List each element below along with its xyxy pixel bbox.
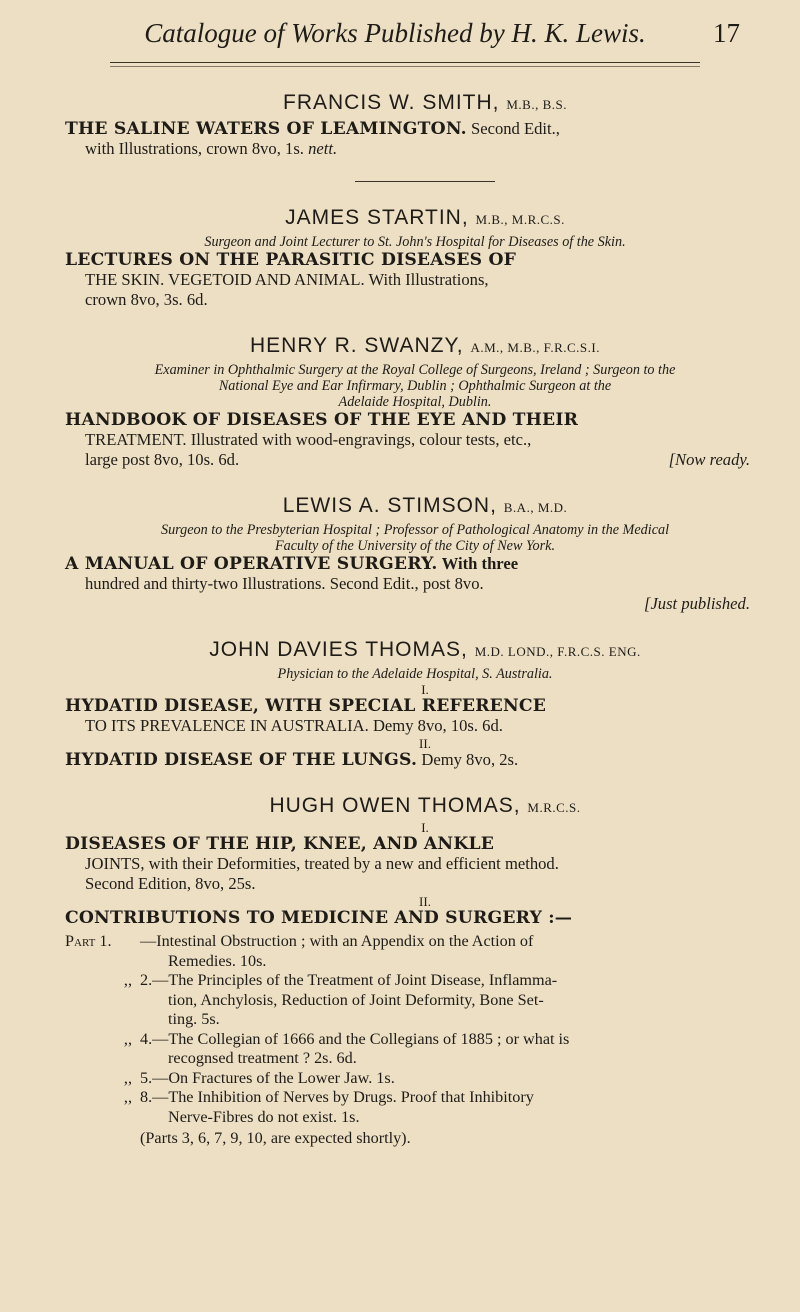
running-head [110,0,740,62]
parts-list [65,932,760,1127]
work-title: A MANUAL OF OPERATIVE SURGERY. [65,554,438,574]
author-affiliation: Faculty of the University of the City of New York. [274,538,556,554]
author-affiliation: Adelaide Hospital, Dublin. [338,394,492,410]
entry-henry-swanzy [65,334,750,470]
list-item: ,, 4.—The Collegian of 1666 and the Collegians of 1885 ; or what is recognsed treatment ? 2s. 6d. [65,1030,760,1069]
work-title: HYDATID DISEASE OF THE LUNGS. [65,750,418,770]
part-label: Part 1. [65,932,112,950]
header-rule [110,62,700,63]
list-item: Part 1. —Intestinal Obstruction ; with an Appendix on the Action of Remedies. 10s. [65,932,534,970]
list-item: ,, 5.—On Fractures of the Lower Jaw. 1s. [65,1069,760,1089]
work-numeral: I. [421,682,429,697]
author-heading: HENRY R. SWANZY, A.M., M.B., F.R.C.S.I. [250,334,600,357]
work-listing: DISEASES OF THE HIP, KNEE, AND ANKLE JOINTS, with their Deformities, treated by a new and efficient method. Second Edition, 8vo, 25s. [65,834,559,893]
author-affiliation: Surgeon to the Presbyterian Hospital ; Professor of Pathological Anatomy in the Medical [160,522,670,538]
part-label: ,, [123,1029,132,1048]
author-heading: JOHN DAVIES THOMAS, M.D. LOND., F.R.C.S. ENG. [209,638,641,661]
part-label: ,, [123,1068,132,1087]
separator-rule [355,181,495,182]
part-label: ,, [123,1088,132,1106]
author-heading: JAMES STARTIN, M.B., M.R.C.S. [285,206,565,229]
work-title: HYDATID DISEASE, WITH SPECIAL REFERENCE [65,696,547,716]
status-note: [Just published. [643,594,750,613]
entry-francis-smith [65,91,740,159]
work-numeral: I. [421,820,429,835]
work-title: CONTRIBUTIONS TO MEDICINE AND SURGERY :— [65,908,573,928]
work-listing: LECTURES ON THE PARASITIC DISEASES OF THE SKIN. VEGETOID AND ANIMAL. With Illustrations, crown 8vo, 3s. 6d. [65,250,517,309]
author-heading: HUGH OWEN THOMAS, M.R.C.S. [269,794,581,817]
work-listing: HYDATID DISEASE OF THE LUNGS. Demy 8vo, 2s. [65,750,519,770]
work-title: DISEASES OF THE HIP, KNEE, AND ANKLE [65,834,495,854]
work-listing: HYDATID DISEASE, WITH SPECIAL REFERENCE TO ITS PREVALENCE IN AUSTRALIA. Demy 8vo, 10s. 6d. [65,696,547,735]
header-rule-thin [110,66,700,67]
list-item: ,, 8.—The Inhibition of Nerves by Drugs. Proof that Inhibitory Nerve-Fibres do not exist. 1s. [65,1088,760,1127]
author-affiliation: National Eye and Ear Infirmary, Dublin ; Ophthalmic Surgeon at the [218,378,612,394]
author-affiliation: Surgeon and Joint Lecturer to St. John's Hospital for Diseases of the Skin. [204,234,626,250]
work-listing: THE SALINE WATERS OF LEAMINGTON. Second Edit., with Illustrations, crown 8vo, 1s. nett. [65,119,560,158]
running-title: Catalogue of Works Published by H. K. Lewis. [144,18,646,48]
work-listing: A MANUAL OF OPERATIVE SURGERY. With three hundred and thirty-two Illustrations. Second Edit., post 8vo. [Just published. [65,554,750,613]
work-title: HANDBOOK OF DISEASES OF THE EYE AND THEIR [65,410,579,430]
entry-lewis-stimson [65,494,750,614]
author-affiliation: Examiner in Ophthalmic Surgery at the Royal College of Surgeons, Ireland ; Surgeon to the [154,362,676,378]
work-listing [65,908,760,928]
work-numeral: II. [419,894,431,909]
page-number: 17 [713,18,740,48]
entry-hugh-owen-thomas [65,794,740,1148]
status-note: [Now ready. [668,450,750,469]
work-title: LECTURES ON THE PARASITIC DISEASES OF [65,250,517,270]
work-listing: HANDBOOK OF DISEASES OF THE EYE AND THEIR TREATMENT. Illustrated with wood-engravings, colour tests, etc., large post 8vo, 10s. 6d. [Now ready. [65,410,750,469]
part-label: ,, [123,971,132,989]
author-affiliation: Physician to the Adelaide Hospital, S. Australia. [277,666,553,682]
author-heading: FRANCIS W. SMITH, M.B., B.S. [283,91,567,114]
work-numeral: II. [419,736,431,751]
work-title: THE SALINE WATERS OF LEAMINGTON. [65,119,467,139]
entry-james-startin [65,206,740,310]
footer-note: (Parts 3, 6, 7, 9, 10, are expected shortly). [140,1129,411,1147]
list-item: ,, 2.—The Principles of the Treatment of Joint Disease, Inflamma- tion, Anchylosis, Reduction of Joint Deformity, Bone Set- ting. 5s. [65,971,760,1030]
author-heading: LEWIS A. STIMSON, B.A., M.D. [282,494,568,517]
entry-john-davies-thomas [65,638,740,770]
